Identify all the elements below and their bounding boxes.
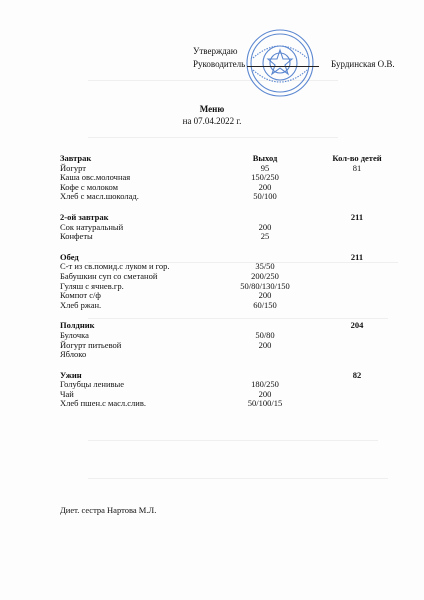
dish-output: 50/100/15 [247,398,283,409]
menu-item-row [60,291,380,301]
dish-name: Конфеты [60,231,93,242]
dish-name: Каша овс.молочная [60,172,131,183]
menu-item-row [60,192,380,202]
dish-name: Булочка [60,329,89,340]
dietitian-signature: Диет. сестра Нартова М.Л. [60,505,157,515]
dish-output: 25 [260,231,270,242]
dish-output: 35/50 [255,261,275,272]
children-count: 82 [352,369,362,380]
dish-output: 180/250 [251,379,279,390]
page-title: Меню [199,104,225,114]
dish-output: 200 [258,221,272,232]
dish-output: 200 [258,181,272,192]
dish-output: 50/80 [255,329,275,340]
section-title: 2-ой завтрак [60,211,109,222]
dish-name: Бабушкин суп со сметаной [60,270,158,281]
children-count: 81 [352,162,362,173]
dish-output: 150/250 [251,172,279,183]
menu-section [60,154,380,202]
section-title: Обед [60,251,79,262]
menu-section [60,213,380,242]
menu-item-row [60,223,380,233]
dish-name: Хлеб с масл.шоколад. [60,191,139,202]
bleed-through-line [88,137,338,138]
dish-name: С-т из св.помид.с луком и гор. [60,261,170,272]
approval-label: Утверждаю [193,46,238,56]
section-title: Полдник [60,320,95,331]
dish-name: Голубцы ленивые [60,379,125,390]
dish-name: Сок натуральный [60,221,124,232]
children-count: 211 [350,211,364,222]
dish-name: Хлеб пшен.с масл.слив. [60,398,146,409]
menu-item-row [60,380,380,390]
bleed-through-line [88,440,378,441]
dish-name: Йогурт [60,162,86,173]
column-header-children: Кол-во детей [332,153,382,163]
menu-section [60,253,380,311]
section-header-row [60,321,380,331]
dish-output: 200 [258,339,272,350]
menu-item-row [60,350,380,360]
section-title: Завтрак [60,153,92,163]
dish-output: 50/80/130/150 [240,280,290,291]
menu-date: на 07.04.2022 г. [182,116,242,126]
dish-name: Хлеб ржан. [60,299,102,310]
menu-item-row [60,341,380,351]
approval-role: Руководитель [193,59,246,69]
section-header-row [60,154,380,164]
dish-name: Компот с/ф [60,290,101,301]
menu-item-row [60,399,380,409]
bleed-through-line [88,478,388,479]
approval-block [193,45,395,71]
menu-section [60,371,380,409]
children-count: 204 [350,320,364,331]
dish-name: Йогурт питьевой [60,339,122,350]
dish-output: 95 [260,162,270,173]
dish-output: 50/100 [253,191,277,202]
menu-item-row [60,232,380,242]
dish-name: Чай [60,388,74,399]
signature-line [247,58,319,67]
dish-name: Яблоко [60,349,87,360]
menu-item-row [60,301,380,311]
menu-section [60,321,380,359]
dish-output: 200 [258,290,272,301]
column-header-output: Выход [252,153,278,163]
dish-output: 200/250 [251,270,279,281]
dish-name: Кофе с молоком [60,181,118,192]
approval-role-line [193,58,324,71]
section-title: Ужин [60,369,82,380]
menu-table [60,154,380,409]
dish-output: 200 [258,388,272,399]
menu-item-row [60,282,380,292]
dish-name: Гуляш с ячнев.гр. [60,280,124,291]
approver-name: Бурдинская О.В. [331,59,395,69]
dish-output: 60/150 [253,299,277,310]
children-count: 211 [350,251,364,262]
